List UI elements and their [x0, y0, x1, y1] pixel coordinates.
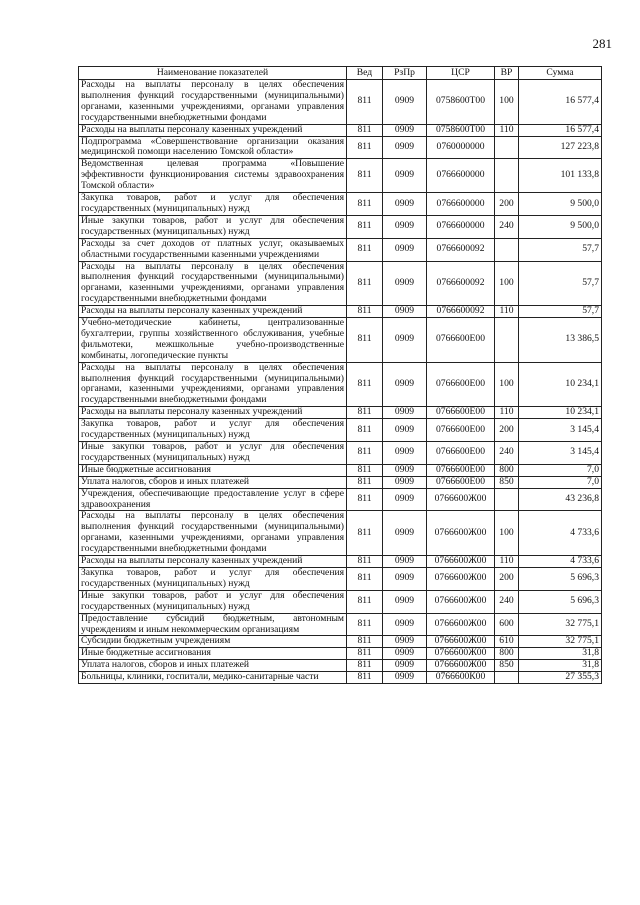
- cell-ved: 811: [347, 476, 383, 488]
- cell-ved: 811: [347, 488, 383, 511]
- cell-rzpr: 0909: [383, 476, 427, 488]
- cell-vr: 100: [495, 261, 519, 306]
- cell-ved: 811: [347, 672, 383, 684]
- cell-csr: 0760000000: [427, 136, 495, 159]
- cell-sum: 57,7: [519, 261, 602, 306]
- cell-csr: 0766600Е00: [427, 362, 495, 407]
- cell-name: Расходы на выплаты персоналу в целях обеспечения выполнения функций государственными (муниципальными) органами, казенными учреждениями, органами управления государственными внебюджетными фондами: [79, 261, 347, 306]
- cell-csr: 0766600Е00: [427, 318, 495, 363]
- cell-csr: 0766600Е00: [427, 407, 495, 419]
- table-row: [79, 159, 602, 193]
- cell-sum: 5 696,3: [519, 590, 602, 613]
- cell-vr: 200: [495, 193, 519, 216]
- table-row: [79, 215, 602, 238]
- cell-name: Подпрограмма «Совершенствование организации оказания медицинской помощи населению Томской области»: [79, 136, 347, 159]
- cell-ved: 811: [347, 80, 383, 125]
- cell-sum: 101 133,8: [519, 159, 602, 193]
- header-name: Наименование показателей: [79, 67, 347, 80]
- cell-ved: 811: [347, 511, 383, 556]
- cell-rzpr: 0909: [383, 442, 427, 465]
- cell-ved: 811: [347, 419, 383, 442]
- cell-name: Расходы на выплаты персоналу казенных учреждений: [79, 407, 347, 419]
- cell-csr: 0766600Ж00: [427, 567, 495, 590]
- cell-sum: 4 733,6: [519, 556, 602, 568]
- cell-rzpr: 0909: [383, 636, 427, 648]
- table-row: [79, 636, 602, 648]
- table-row: [79, 261, 602, 306]
- cell-sum: 3 145,4: [519, 419, 602, 442]
- cell-sum: 27 355,3: [519, 672, 602, 684]
- cell-vr: 110: [495, 124, 519, 136]
- cell-rzpr: 0909: [383, 80, 427, 125]
- cell-csr: 0766600000: [427, 159, 495, 193]
- cell-sum: 57,7: [519, 238, 602, 261]
- table-row: [79, 306, 602, 318]
- cell-ved: 811: [347, 556, 383, 568]
- cell-ved: 811: [347, 318, 383, 363]
- cell-rzpr: 0909: [383, 488, 427, 511]
- cell-csr: 0766600Е00: [427, 464, 495, 476]
- cell-csr: 0766600Е00: [427, 442, 495, 465]
- cell-ved: 811: [347, 648, 383, 660]
- cell-sum: 32 775,1: [519, 613, 602, 636]
- cell-name: Иные закупки товаров, работ и услуг для обеспечения государственных (муниципальных) нужд: [79, 215, 347, 238]
- cell-name: Расходы на выплаты персоналу казенных учреждений: [79, 306, 347, 318]
- cell-vr: 200: [495, 419, 519, 442]
- cell-vr: 240: [495, 442, 519, 465]
- cell-sum: 9 500,0: [519, 193, 602, 216]
- table-row: [79, 362, 602, 407]
- cell-ved: 811: [347, 124, 383, 136]
- cell-rzpr: 0909: [383, 613, 427, 636]
- cell-csr: 0766600Ж00: [427, 660, 495, 672]
- cell-ved: 811: [347, 636, 383, 648]
- cell-rzpr: 0909: [383, 124, 427, 136]
- page-number: 281: [592, 36, 612, 51]
- cell-ved: 811: [347, 238, 383, 261]
- cell-sum: 16 577,4: [519, 124, 602, 136]
- cell-name: Субсидии бюджетным учреждениям: [79, 636, 347, 648]
- cell-ved: 811: [347, 590, 383, 613]
- cell-csr: 0766600Ж00: [427, 613, 495, 636]
- cell-name: Закупка товаров, работ и услуг для обеспечения государственных (муниципальных) нужд: [79, 419, 347, 442]
- table-row: [79, 80, 602, 125]
- cell-name: Расходы на выплаты персоналу казенных учреждений: [79, 556, 347, 568]
- cell-vr: 850: [495, 476, 519, 488]
- cell-ved: 811: [347, 136, 383, 159]
- cell-sum: 127 223,8: [519, 136, 602, 159]
- table-row: [79, 464, 602, 476]
- table-row: [79, 613, 602, 636]
- header-rzpr: РзПр: [383, 67, 427, 80]
- table-row: [79, 419, 602, 442]
- cell-rzpr: 0909: [383, 590, 427, 613]
- cell-vr: 200: [495, 567, 519, 590]
- cell-rzpr: 0909: [383, 136, 427, 159]
- cell-rzpr: 0909: [383, 261, 427, 306]
- cell-rzpr: 0909: [383, 511, 427, 556]
- cell-sum: 7,0: [519, 464, 602, 476]
- table-row: [79, 660, 602, 672]
- cell-csr: 0766600Ж00: [427, 488, 495, 511]
- cell-csr: 0758600Т00: [427, 80, 495, 125]
- cell-rzpr: 0909: [383, 159, 427, 193]
- cell-vr: 240: [495, 215, 519, 238]
- cell-sum: 10 234,1: [519, 362, 602, 407]
- cell-ved: 811: [347, 215, 383, 238]
- cell-sum: 31,8: [519, 648, 602, 660]
- cell-csr: 0766600092: [427, 261, 495, 306]
- table-row: [79, 511, 602, 556]
- cell-csr: 0766600Ж00: [427, 590, 495, 613]
- table-row: [79, 124, 602, 136]
- cell-name: Закупка товаров, работ и услуг для обеспечения государственных (муниципальных) нужд: [79, 193, 347, 216]
- table-row: [79, 567, 602, 590]
- cell-vr: [495, 672, 519, 684]
- cell-csr: 0766600К00: [427, 672, 495, 684]
- cell-vr: 850: [495, 660, 519, 672]
- table-row: [79, 648, 602, 660]
- header-sum: Сумма: [519, 67, 602, 80]
- cell-name: Иные закупки товаров, работ и услуг для обеспечения государственных (муниципальных) нужд: [79, 590, 347, 613]
- cell-csr: 0766600000: [427, 193, 495, 216]
- cell-name: Расходы на выплаты персоналу казенных учреждений: [79, 124, 347, 136]
- cell-vr: 110: [495, 556, 519, 568]
- cell-vr: 610: [495, 636, 519, 648]
- cell-vr: 110: [495, 306, 519, 318]
- cell-rzpr: 0909: [383, 567, 427, 590]
- cell-sum: 57,7: [519, 306, 602, 318]
- cell-csr: 0766600Ж00: [427, 648, 495, 660]
- cell-vr: 100: [495, 80, 519, 125]
- table-row: [79, 318, 602, 363]
- cell-sum: 7,0: [519, 476, 602, 488]
- table-row: [79, 488, 602, 511]
- cell-rzpr: 0909: [383, 407, 427, 419]
- cell-vr: [495, 136, 519, 159]
- table-row: [79, 238, 602, 261]
- cell-vr: [495, 488, 519, 511]
- cell-name: Расходы на выплаты персоналу в целях обеспечения выполнения функций государственными (муниципальными) органами, казенными учреждениями, органами управления государственными внебюджетными фондами: [79, 80, 347, 125]
- cell-csr: 0758600Т00: [427, 124, 495, 136]
- cell-rzpr: 0909: [383, 464, 427, 476]
- cell-name: Больницы, клиники, госпитали, медико-санитарные части: [79, 672, 347, 684]
- cell-rzpr: 0909: [383, 193, 427, 216]
- cell-sum: 13 386,5: [519, 318, 602, 363]
- cell-ved: 811: [347, 159, 383, 193]
- cell-ved: 811: [347, 660, 383, 672]
- cell-rzpr: 0909: [383, 660, 427, 672]
- cell-ved: 811: [347, 193, 383, 216]
- cell-name: Расходы на выплаты персоналу в целях обеспечения выполнения функций государственными (муниципальными) органами, казенными учреждениями, органами управления государственными внебюджетными фондами: [79, 362, 347, 407]
- cell-vr: 100: [495, 362, 519, 407]
- cell-rzpr: 0909: [383, 672, 427, 684]
- cell-ved: 811: [347, 442, 383, 465]
- cell-vr: 600: [495, 613, 519, 636]
- table-row: [79, 556, 602, 568]
- cell-csr: 0766600Ж00: [427, 636, 495, 648]
- table-body: [79, 80, 602, 684]
- cell-sum: 3 145,4: [519, 442, 602, 465]
- cell-ved: 811: [347, 613, 383, 636]
- cell-vr: [495, 238, 519, 261]
- cell-name: Иные закупки товаров, работ и услуг для обеспечения государственных (муниципальных) нужд: [79, 442, 347, 465]
- cell-vr: [495, 159, 519, 193]
- table-row: [79, 672, 602, 684]
- table-header-row: [79, 67, 602, 80]
- table-row: [79, 442, 602, 465]
- cell-sum: 10 234,1: [519, 407, 602, 419]
- cell-name: Иные бюджетные ассигнования: [79, 464, 347, 476]
- cell-rzpr: 0909: [383, 419, 427, 442]
- cell-csr: 0766600Е00: [427, 419, 495, 442]
- cell-sum: 16 577,4: [519, 80, 602, 125]
- cell-csr: 0766600Е00: [427, 476, 495, 488]
- cell-ved: 811: [347, 362, 383, 407]
- cell-rzpr: 0909: [383, 362, 427, 407]
- cell-vr: 800: [495, 464, 519, 476]
- cell-csr: 0766600000: [427, 215, 495, 238]
- cell-ved: 811: [347, 407, 383, 419]
- cell-sum: 9 500,0: [519, 215, 602, 238]
- cell-csr: 0766600092: [427, 238, 495, 261]
- cell-rzpr: 0909: [383, 215, 427, 238]
- cell-name: Расходы за счет доходов от платных услуг, оказываемых областными государственными казенными учреждениями: [79, 238, 347, 261]
- cell-ved: 811: [347, 306, 383, 318]
- cell-name: Ведомственная целевая программа «Повышение эффективности функционирования системы здравоохранения Томской области»: [79, 159, 347, 193]
- cell-ved: 811: [347, 464, 383, 476]
- cell-name: Учебно-методические кабинеты, централизованные бухгалтерии, группы хозяйственного обслуживания, учебные фильмотеки, межшкольные учебно-производственные комбинаты, логопедические пункты: [79, 318, 347, 363]
- cell-name: Иные бюджетные ассигнования: [79, 648, 347, 660]
- header-csr: ЦСР: [427, 67, 495, 80]
- cell-vr: 800: [495, 648, 519, 660]
- cell-name: Уплата налогов, сборов и иных платежей: [79, 476, 347, 488]
- cell-sum: 4 733,6: [519, 511, 602, 556]
- table-row: [79, 407, 602, 419]
- table-row: [79, 476, 602, 488]
- budget-table: [78, 66, 602, 684]
- cell-name: Закупка товаров, работ и услуг для обеспечения государственных (муниципальных) нужд: [79, 567, 347, 590]
- table-row: [79, 193, 602, 216]
- cell-vr: 100: [495, 511, 519, 556]
- cell-sum: 32 775,1: [519, 636, 602, 648]
- cell-rzpr: 0909: [383, 306, 427, 318]
- table-row: [79, 136, 602, 159]
- table-row: [79, 590, 602, 613]
- cell-ved: 811: [347, 567, 383, 590]
- cell-vr: 110: [495, 407, 519, 419]
- header-ved: Вед: [347, 67, 383, 80]
- cell-sum: 5 696,3: [519, 567, 602, 590]
- cell-name: Предоставление субсидий бюджетным, автономным учреждениям и иным некоммерческим организациям: [79, 613, 347, 636]
- cell-ved: 811: [347, 261, 383, 306]
- cell-rzpr: 0909: [383, 556, 427, 568]
- cell-rzpr: 0909: [383, 238, 427, 261]
- cell-name: Расходы на выплаты персоналу в целях обеспечения выполнения функций государственными (муниципальными) органами, казенными учреждениями, органами управления государственными внебюджетными фондами: [79, 511, 347, 556]
- cell-vr: [495, 318, 519, 363]
- cell-sum: 43 236,8: [519, 488, 602, 511]
- cell-csr: 0766600092: [427, 306, 495, 318]
- cell-name: Уплата налогов, сборов и иных платежей: [79, 660, 347, 672]
- cell-csr: 0766600Ж00: [427, 511, 495, 556]
- header-vr: ВР: [495, 67, 519, 80]
- cell-rzpr: 0909: [383, 318, 427, 363]
- cell-csr: 0766600Ж00: [427, 556, 495, 568]
- cell-rzpr: 0909: [383, 648, 427, 660]
- cell-name: Учреждения, обеспечивающие предоставление услуг в сфере здравоохранения: [79, 488, 347, 511]
- cell-vr: 240: [495, 590, 519, 613]
- cell-sum: 31,8: [519, 660, 602, 672]
